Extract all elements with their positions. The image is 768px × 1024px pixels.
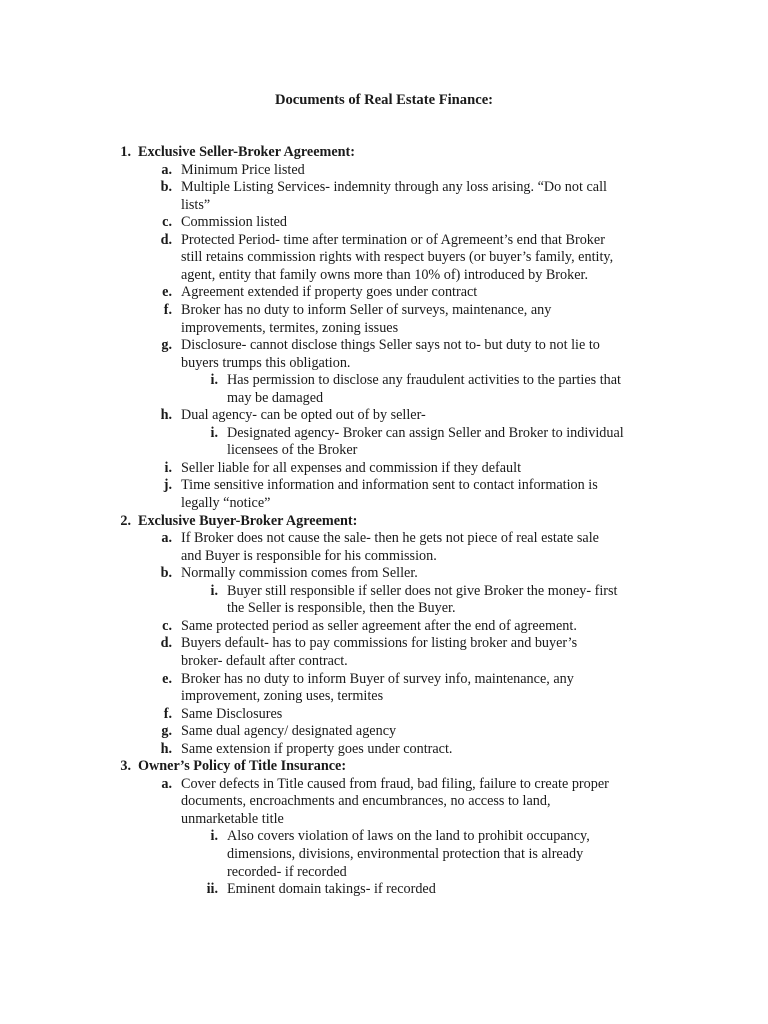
sublist-item-text: Eminent domain takings- if recorded bbox=[227, 881, 436, 898]
sublist-item-text: Has permission to disclose any fraudulent activities to the parties that bbox=[227, 372, 622, 389]
section-heading: Exclusive Seller-Broker Agreement: bbox=[138, 144, 355, 160]
list-item-marker: e. bbox=[162, 284, 172, 301]
list-item-marker: a. bbox=[161, 530, 172, 547]
list-item-text: Disclosure- cannot disclose things Seller says not to- but duty to not lie to bbox=[181, 337, 600, 354]
list-item-text: Dual agency- can be opted out of by seller- bbox=[181, 407, 426, 424]
sublist-item-marker: i. bbox=[210, 424, 218, 441]
list-item-marker: j. bbox=[163, 477, 172, 494]
list-item-marker: i. bbox=[164, 459, 172, 476]
section-number: 1. bbox=[120, 144, 131, 160]
sublist-item-text: recorded- if recorded bbox=[227, 863, 347, 880]
list-item-text: Time sensitive information and information sent to contact information is bbox=[181, 477, 598, 494]
list-item-text: Broker has no duty to inform Seller of surveys, maintenance, any bbox=[181, 301, 552, 318]
section-heading: Exclusive Buyer-Broker Agreement: bbox=[138, 512, 358, 529]
list-item-text: If Broker does not cause the sale- then he gets not piece of real estate sale bbox=[181, 530, 599, 547]
sublist-item-text: dimensions, divisions, environmental protection that is already bbox=[227, 846, 584, 862]
list-item-text: improvement, zoning uses, termites bbox=[181, 688, 384, 705]
sublist-item-text: licensees of the Broker bbox=[227, 442, 358, 459]
list-item-marker: e. bbox=[162, 670, 172, 687]
sublist-item-text: the Seller is responsible, then the Buyer. bbox=[227, 600, 456, 617]
list-item-text: Commission listed bbox=[181, 214, 288, 231]
list-item-text: Protected Period- time after termination or of Agremeent’s end that Broker bbox=[181, 231, 605, 248]
list-item-text: buyers trumps this obligation. bbox=[181, 354, 351, 371]
sublist-item-marker: i. bbox=[210, 582, 218, 599]
list-item-marker: c. bbox=[162, 214, 172, 231]
list-item-text: Multiple Listing Services- indemnity through any loss arising. “Do not call bbox=[181, 179, 607, 196]
list-item-marker: a. bbox=[161, 161, 172, 178]
section-heading: Owner’s Policy of Title Insurance: bbox=[138, 758, 347, 775]
list-item-text: Same protected period as seller agreement after the end of agreement. bbox=[181, 617, 577, 634]
sublist-item-marker: ii. bbox=[206, 881, 218, 898]
section-number: 3. bbox=[120, 758, 131, 775]
list-item-text: still retains commission rights with respect buyers (or buyer’s family, entity, bbox=[181, 249, 614, 266]
list-item-text: unmarketable title bbox=[181, 810, 284, 827]
list-item-text: Broker has no duty to inform Buyer of survey info, maintenance, any bbox=[181, 670, 574, 687]
list-item-marker: d. bbox=[160, 231, 172, 248]
list-item-marker: g. bbox=[161, 723, 172, 740]
list-item-text: Cover defects in Title caused from fraud, bad filing, failure to create proper bbox=[181, 775, 609, 792]
list-item-text: Minimum Price listed bbox=[181, 161, 305, 178]
section-number: 2. bbox=[120, 512, 131, 529]
list-item-marker: b. bbox=[160, 179, 172, 196]
list-item-marker: d. bbox=[160, 635, 172, 652]
list-item-marker: f. bbox=[163, 301, 172, 318]
sublist-item-text: Buyer still responsible if seller does not give Broker the money- first bbox=[227, 582, 618, 599]
list-item-text: improvements, termites, zoning issues bbox=[181, 319, 399, 336]
list-item-marker: c. bbox=[162, 617, 172, 634]
list-item-marker: h. bbox=[160, 740, 172, 757]
list-item-text: agent, entity that family owns more than 10% of) introduced by Broker. bbox=[181, 266, 589, 283]
sublist-item-text: Designated agency- Broker can assign Seller and Broker to individual bbox=[227, 424, 624, 441]
list-item-text: documents, encroachments and encumbrances, no access to land, bbox=[181, 793, 551, 810]
list-item-marker: g. bbox=[161, 337, 172, 354]
list-item-marker: b. bbox=[160, 565, 172, 582]
list-item-text: Seller liable for all expenses and commission if they default bbox=[181, 459, 522, 476]
list-item-text: legally “notice” bbox=[181, 495, 271, 511]
list-item-marker: f. bbox=[163, 705, 172, 722]
sublist-item-text: Also covers violation of laws on the land to prohibit occupancy, bbox=[227, 828, 590, 845]
list-item-text: and Buyer is responsible for his commission. bbox=[181, 547, 437, 564]
list-item-text: Same extension if property goes under contract. bbox=[181, 740, 453, 757]
list-item-text: Agreement extended if property goes under contract bbox=[181, 284, 478, 301]
list-item-text: Buyers default- has to pay commissions for listing broker and buyer’s bbox=[181, 635, 578, 652]
list-item-marker: a. bbox=[161, 775, 172, 792]
list-item-text: Same dual agency/ designated agency bbox=[181, 723, 397, 740]
document-title: Documents of Real Estate Finance: bbox=[274, 92, 494, 108]
sublist-item-marker: i. bbox=[210, 828, 218, 845]
sublist-item-marker: i. bbox=[210, 372, 218, 389]
list-item-text: Normally commission comes from Seller. bbox=[181, 565, 418, 582]
list-item-text: Same Disclosures bbox=[181, 705, 283, 722]
list-item-text: lists” bbox=[181, 196, 211, 213]
sublist-item-text: may be damaged bbox=[227, 389, 324, 406]
list-item-marker: h. bbox=[160, 407, 172, 424]
list-item-text: broker- default after contract. bbox=[181, 652, 348, 669]
